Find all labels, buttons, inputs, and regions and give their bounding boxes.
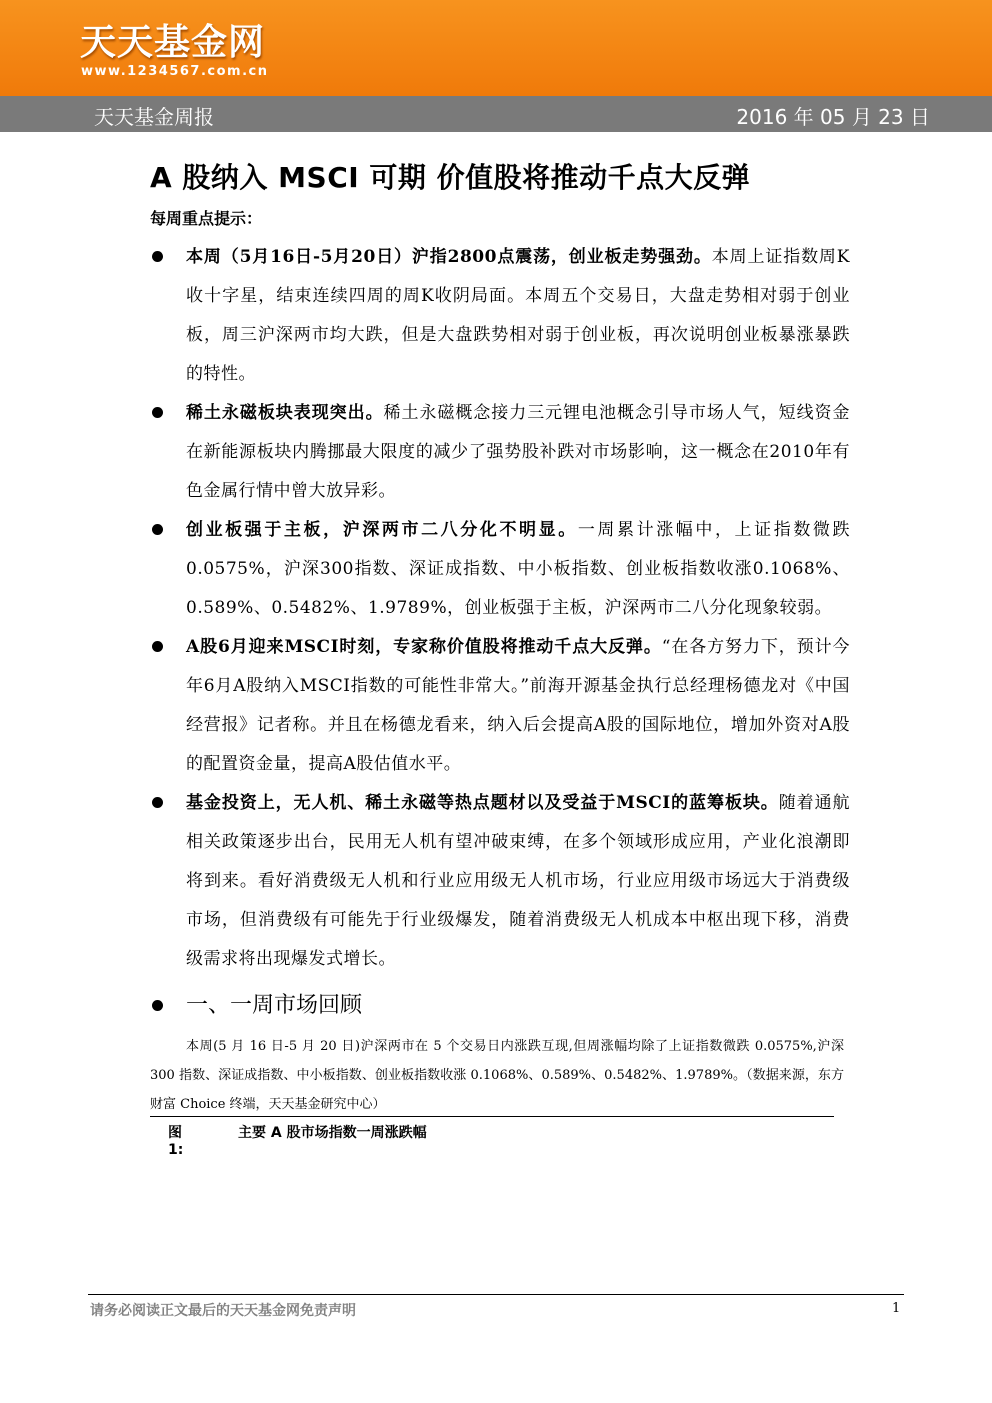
report-date: 2016 年 05 月 23 日 [736, 105, 930, 129]
report-header-bar [0, 96, 992, 132]
footer-divider [88, 1294, 904, 1295]
bullet-body: 一周累计涨幅中，上证指数微跌0.0575%，沪深300指数、深证成指数、中小板指数、创业板指数收涨0.1068%、0.589%、0.5482%、1.9789%，创业板强于主板，沪深两市二八分化现象较弱。 [186, 520, 851, 618]
brand-logo: 天天基金网 [80, 21, 266, 63]
page-number: 1 [892, 1301, 901, 1316]
list-item [150, 628, 850, 784]
list-item [150, 238, 850, 394]
bullet-dot-icon [152, 251, 163, 262]
figure-label: 图 1: [168, 1125, 184, 1158]
bullet-lead: 稀土永磁板块表现突出。 [186, 403, 384, 423]
bullet-dot-icon [152, 407, 163, 418]
bullet-dot-icon [152, 641, 163, 652]
brand-url: www.1234567.com.cn [81, 64, 269, 79]
bullet-lead: 基金投资上，无人机、稀土永磁等热点题材以及受益于MSCI的蓝筹板块。 [186, 793, 779, 813]
report-name: 天天基金周报 [94, 105, 214, 129]
figure-title: 主要 A 股市场指数一周涨跌幅 [238, 1125, 427, 1141]
list-item [150, 784, 850, 979]
section-title: 一、一周市场回顾 [186, 993, 363, 1018]
section-paragraph: 本周(5 月 16 日-5 月 20 日)沪深两市在 5 个交易日内涨跌互现,但周涨幅均除了上证指数微跌 0.0575%,沪深 300 指数、深证成指数、中小板指数、创业板指数收涨 0.1068%、0.589%、0.5482%、1.9789%。（数据来源，东方财富 Choice 终端，天天基金研究中心） [150, 1039, 844, 1112]
brand-banner [0, 0, 992, 96]
bullet-dot-icon [152, 1000, 163, 1011]
bullet-body: 随着通航相关政策逐步出台，民用无人机有望冲破束缚，在多个领域形成应用，产业化浪潮即将到来。看好消费级无人机和行业应用级无人机市场，行业应用级市场远大于消费级市场，但消费级有可能先于行业级爆发，随着消费级无人机成本中枢出现下移，消费级需求将出现爆发式增长。 [186, 793, 851, 969]
bullet-lead: 本周（5月16日-5月20日）沪指2800点震荡，创业板走势强劲。 [186, 247, 712, 267]
footer-disclaimer: 请务必阅读正文最后的天天基金网免责声明 [90, 1303, 356, 1319]
bullet-lead: 创业板强于主板，沪深两市二八分化不明显。 [186, 520, 578, 540]
list-item [150, 394, 850, 511]
bullet-body: “在各方努力下，预计今年6月A股纳入MSCI指数的可能性非常大。”前海开源基金执行总经理杨德龙对《中国经营报》记者称。并且在杨德龙看来，纳入后会提高A股的国际地位，增加外资对A股的配置资金量，提高A股估值水平。 [186, 637, 850, 774]
divider [150, 1116, 834, 1117]
bullet-body: 稀土永磁概念接力三元锂电池概念引导市场人气，短线资金在新能源板块内腾挪最大限度的减少了强势股补跌对市场影响，这一概念在2010年有色金属行情中曾大放异彩。 [186, 403, 851, 501]
highlights-label: 每周重点提示： [150, 209, 263, 228]
bullet-body: 本周上证指数周K收十字星，结束连续四周的周K收阴局面。本周五个交易日，大盘走势相对弱于创业板，周三沪深两市均大跌，但是大盘跌势相对弱于创业板，再次说明创业板暴涨暴跌的特性。 [186, 247, 850, 384]
page-title: A 股纳入 MSCI 可期 价值股将推动千点大反弹 [150, 161, 751, 194]
bullet-dot-icon [152, 524, 163, 535]
bullet-dot-icon [152, 797, 163, 808]
section-heading [150, 988, 850, 1022]
list-item [150, 511, 850, 628]
highlights-list [150, 238, 850, 979]
bullet-lead: A股6月迎来MSCI时刻，专家称价值股将推动千点大反弹。 [186, 637, 662, 657]
